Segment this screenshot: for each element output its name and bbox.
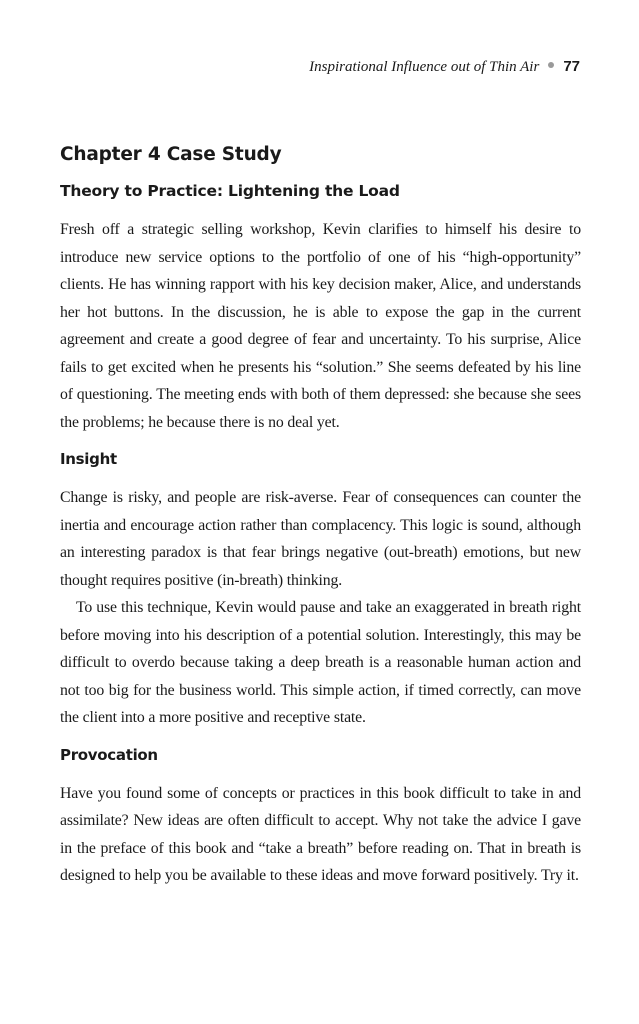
- provocation-heading: Provocation: [60, 745, 158, 764]
- running-header: [309, 58, 580, 76]
- case-study-paragraph: Fresh off a strategic selling workshop, Kevin clarifies to himself his desire to introduce new service options to the portfolio of one of his “high-opportunity” clients. He has winning rapport with his key decision maker, Alice, and understands her hot buttons. In the discussion, he is able to expose the gap in the current agreement and create a good degree of fear and uncertainty. To his surprise, Alice fails to get excited when he presents his “solution.” She seems defeated by his line of questioning. The meeting ends with both of them depressed: she because she sees the problems; he because there is no deal yet.: [60, 221, 581, 431]
- insight-paragraph-2: To use this technique, Kevin would pause and take an exaggerated in breath right before moving into his description of a potential solution. Interestingly, this may be difficult to overdo because taking a deep breath is a reasonable human action and not too big for the business world. This simple action, if timed correctly, can move the client into a more positive and receptive state.: [60, 599, 581, 726]
- case-study-subtitle: Theory to Practice: Lightening the Load: [60, 182, 400, 200]
- provocation-paragraph: Have you found some of concepts or practices in this book difficult to take in and assimilate? New ideas are often difficult to accept. Why not take the advice I gave in the preface of this book and “take a breath” before reading on. That in breath is designed to help you be available to these ideas and move forward positively. Try it.: [60, 784, 581, 884]
- page-number: 77: [563, 58, 580, 75]
- page-body: [60, 140, 581, 890]
- insight-paragraph-1: Change is risky, and people are risk-averse. Fear of consequences can counter the inertia and encourage action rather than complacency. This logic is sound, although an interesting paradox is that fear brings negative (out-breath) emotions, but new thought requires positive (in-breath) thinking.: [60, 489, 581, 589]
- running-header-title: Inspirational Influence out of Thin Air: [309, 59, 540, 75]
- insight-heading: Insight: [60, 450, 117, 468]
- chapter-title: Chapter 4 Case Study: [60, 144, 282, 165]
- bullet-separator-icon: [548, 62, 554, 68]
